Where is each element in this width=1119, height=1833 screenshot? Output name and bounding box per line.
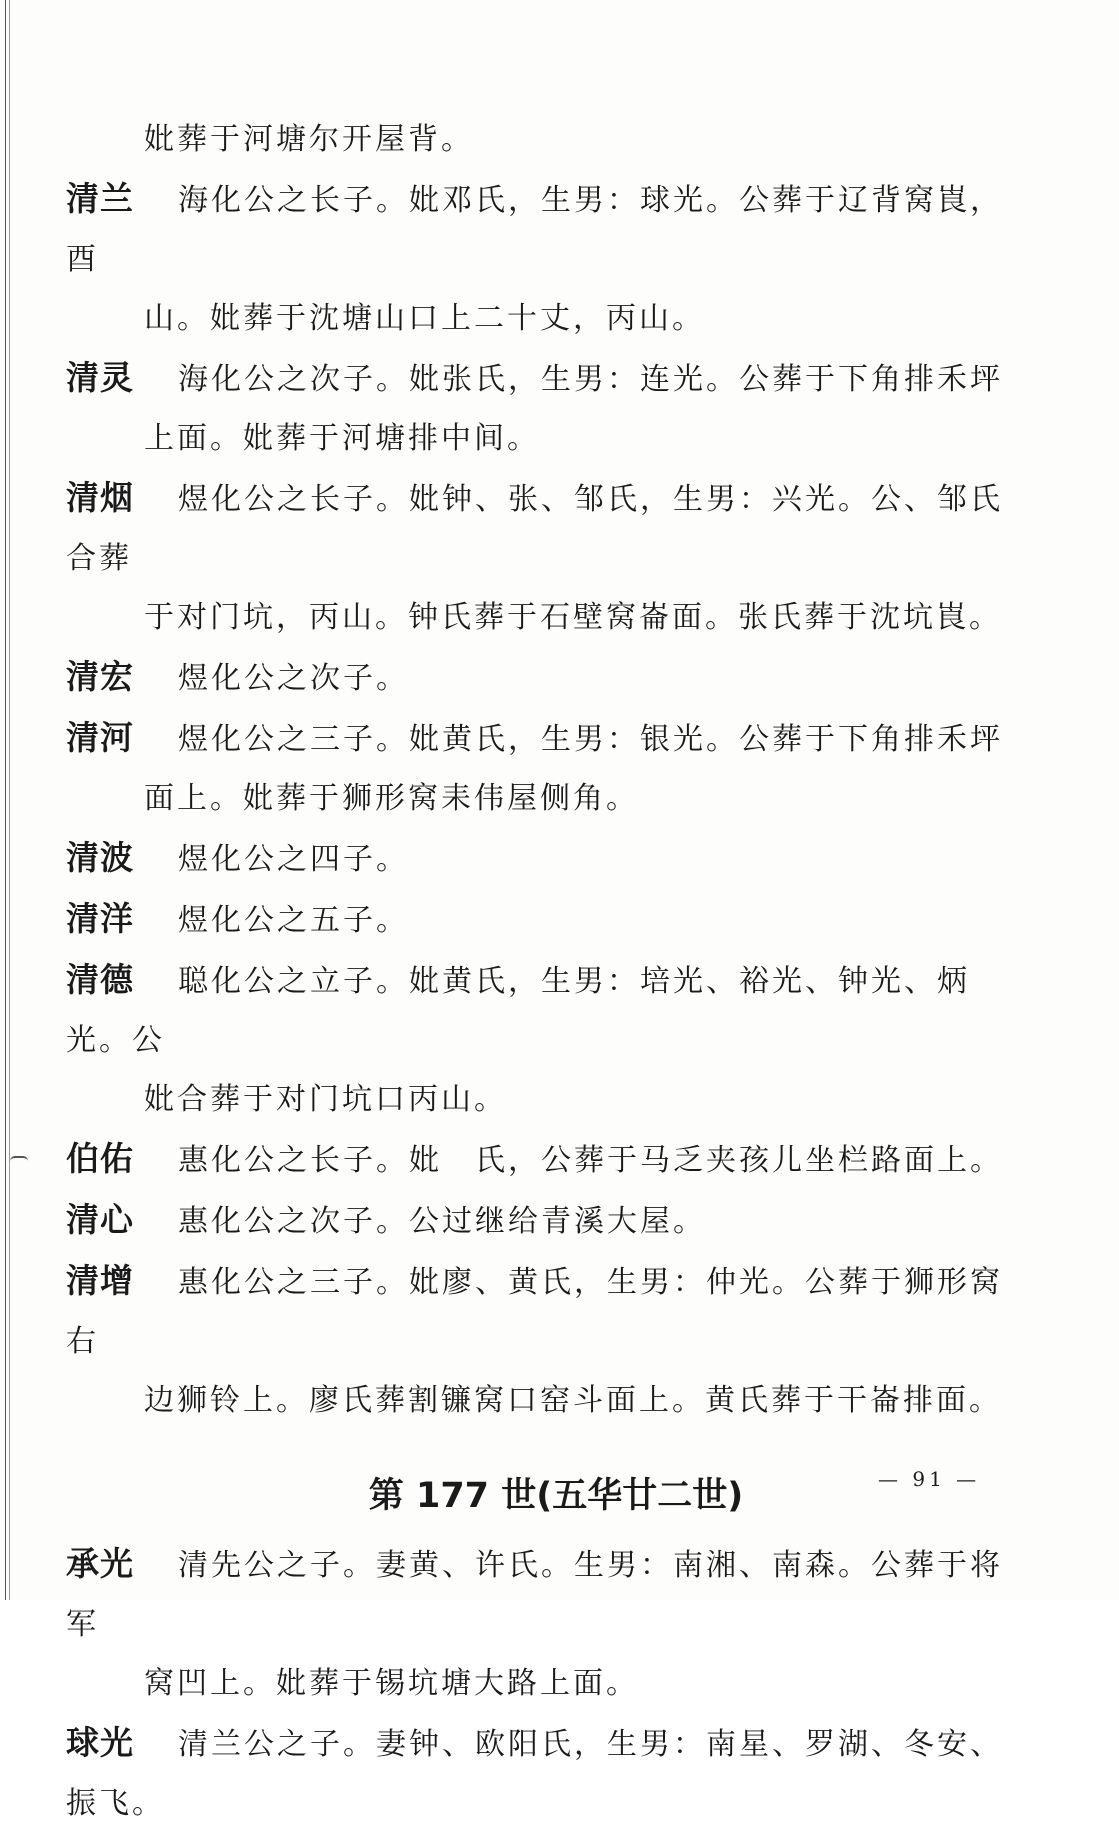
entry-text-line: 惠化公之长子。妣 氏，公葬于马乏夹孩儿坐栏路面上。 [178,1143,1003,1178]
entry-text-continuation: 窝凹上。妣葬于锡坑塘大路上面。 [144,1666,639,1701]
binding-edge-line-inner [9,0,10,1600]
entry-text-continuation: 上面。妣葬于河塘排中间。 [144,421,540,456]
genealogy-entry [66,708,1026,769]
page-number: — 91 — [878,1467,981,1491]
entry-text-continuation: 于对门坑，丙山。钟氏葬于石壁窝崙面。张氏葬于沈坑崀。 [144,600,1002,635]
entry-name: 清灵 [66,358,134,397]
entry-text-line: 煜化公之四子。 [178,842,409,877]
genealogy-entry [66,1713,1026,1833]
entry-text-continuation: 边狮铃上。廖氏葬割镰窝口窑斗面上。黄氏葬于干崙排面。 [144,1383,1002,1418]
entry-name: 清兰 [66,179,134,218]
genealogy-entry [66,828,1026,889]
section-heading: 第 177 世(五华廿二世) [368,1476,744,1516]
entry-text-line: 煜化公之次子。 [178,661,409,696]
genealogy-entry [66,1534,1026,1654]
entry-name: 承光 [66,1544,134,1583]
entries-list-b [66,1534,1026,1833]
lead-line: 妣葬于河塘尔开屋背。 [144,122,474,157]
genealogy-entry [66,889,1026,950]
entry-name: 清心 [66,1200,134,1239]
entry-text-continuation: 面上。妣葬于狮形窝耒伟屋侧角。 [144,781,639,816]
entry-text-line: 海化公之长子。妣邓氏，生男：球光。公葬于辽背窝崀，酉 [66,183,1003,277]
genealogy-entry [66,468,1026,588]
entry-text-line: 惠化公之次子。公过继给青溪大屋。 [178,1204,706,1239]
entry-name: 清德 [66,960,134,999]
entry-name: 球光 [66,1723,134,1762]
genealogy-entry [66,348,1026,409]
entry-text-line: 煜化公之五子。 [178,903,409,938]
entry-name: 清河 [66,718,134,757]
entry-text-line: 清兰公之子。妻钟、欧阳氏，生男：南星、罗湖、冬安、振飞。 [66,1727,1003,1821]
entry-text-continuation: 妣合葬于对门坑口丙山。 [144,1082,507,1117]
entry-name: 清宏 [66,657,134,696]
entry-text-line: 聪化公之立子。妣黄氏，生男：培光、裕光、钟光、炳光。公 [66,964,970,1058]
entry-name: 伯佑 [66,1139,134,1178]
entry-name: 清烟 [66,478,134,517]
entry-text-line: 煜化公之三子。妣黄氏，生男：银光。公葬于下角排禾坪 [178,722,1003,757]
genealogy-entry [66,1129,1026,1190]
entry-name: 清增 [66,1261,134,1300]
genealogy-entry [66,169,1026,289]
entry-text-line: 惠化公之三子。妣廖、黄氏，生男：仲光。公葬于狮形窝右 [66,1265,1003,1359]
entry-text-line: 海化公之次子。妣张氏，生男：连光。公葬于下角排禾坪 [178,362,1003,397]
genealogy-entry [66,1251,1026,1371]
binding-mark [10,1156,28,1161]
entry-text-line: 清先公之子。妻黄、许氏。生男：南湘、南森。公葬于将军 [66,1548,1003,1642]
entry-text-continuation: 山。妣葬于沈塘山口上二十丈，丙山。 [144,301,705,336]
entry-text-line: 煜化公之长子。妣钟、张、邹氏，生男：兴光。公、邹氏合葬 [66,482,1003,576]
genealogy-entry [66,950,1026,1070]
page-content [66,110,1026,1833]
binding-edge-line [5,0,6,1600]
entries-list-a [66,169,1026,1430]
entry-name: 清波 [66,838,134,877]
genealogy-entry [66,1190,1026,1251]
genealogy-entry [66,647,1026,708]
entry-name: 清洋 [66,899,134,938]
